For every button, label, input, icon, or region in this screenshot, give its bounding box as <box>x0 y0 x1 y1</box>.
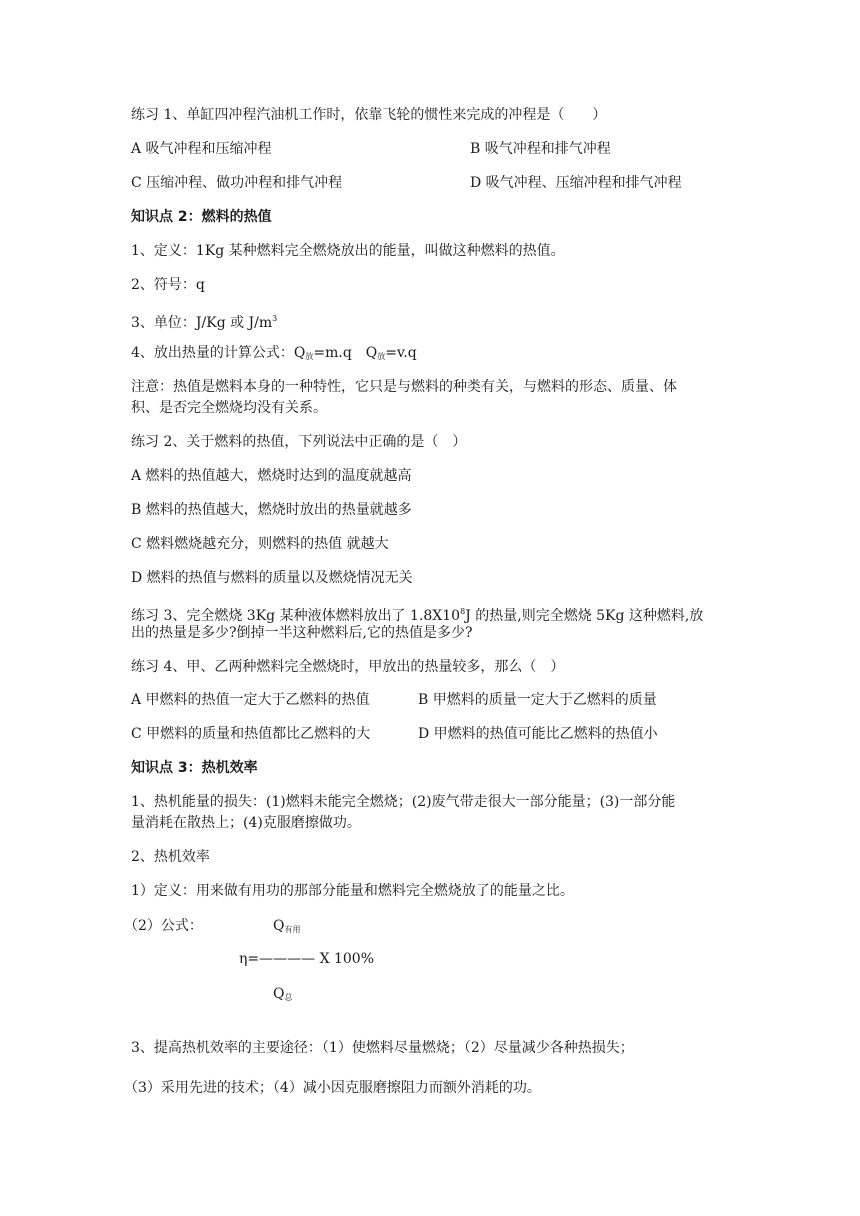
heat-value-note-line-2: 积、是否完全燃烧均没有关系。 <box>131 400 327 416</box>
formula-text-3: =v.q <box>385 345 417 361</box>
exercise-4-option-d: D 甲燃料的热值可能比乙燃料的热值小 <box>418 726 658 742</box>
exercise-3-text-1: 练习 3、完全燃烧 3Kg 某种液体燃料放出了 1.8X10 <box>131 608 461 624</box>
efficiency-definition: 1）定义：用来做有用功的那部分能量和燃料完全燃烧放了的能量之比。 <box>131 883 574 899</box>
exercise-2-option-a: A 燃料的热值越大，燃烧时达到的温度就越高 <box>131 468 412 484</box>
exercise-1-option-b: B 吸气冲程和排气冲程 <box>470 141 611 157</box>
unit-text: 3、单位：J/Kg 或 J/m <box>131 315 273 331</box>
exercise-1-option-c: C 压缩冲程、做功冲程和排气冲程 <box>131 175 343 191</box>
heat-value-note-line-1: 注意：热值是燃料本身的一种特性，它只是与燃料的种类有关，与燃料的形态、质量、体 <box>131 379 677 395</box>
numerator-q: Q <box>273 918 285 934</box>
denominator-subscript: 总 <box>284 993 293 1002</box>
formula-denominator <box>273 984 292 1008</box>
exercise-1-option-d: D 吸气冲程、压缩冲程和排气冲程 <box>470 175 682 191</box>
formula-fraction-line: η=———— X 100% <box>239 951 375 967</box>
exercise-3-exponent: 8 <box>460 607 466 616</box>
exercise-4-option-a: A 甲燃料的热值一定大于乙燃料的热值 <box>131 692 370 708</box>
denominator-q: Q <box>273 986 285 1002</box>
formula-text-2: =m.q Q <box>313 345 378 361</box>
efficiency-heading: 2、热机效率 <box>131 849 210 865</box>
numerator-subscript: 有用 <box>284 925 301 934</box>
exercise-2-option-b: B 燃料的热值越大，燃烧时放出的热量就越多 <box>131 502 412 518</box>
formula-numerator <box>273 916 300 940</box>
energy-loss-line-1: 1、热机能量的损失：(1)燃料未能完全燃烧；(2)废气带走很大一部分能量；(3)一部分能 <box>131 794 676 810</box>
improvement-ways-line-1: 3、提高热机效率的主要途径：（1）使燃料尽量燃烧；（2）尽量减少各种热损失； <box>131 1040 634 1056</box>
formula-text-1: 4、放出热量的计算公式：Q <box>131 345 306 361</box>
heat-formula <box>131 343 417 367</box>
heat-value-unit <box>131 309 277 333</box>
exercise-3-text-2: J 的热量,则完全燃烧 5Kg 这种燃料,放 <box>465 608 704 624</box>
exercise-4-question: 练习 4、甲、乙两种燃料完全燃烧时，甲放出的热量较多，那么（ ） <box>131 659 565 675</box>
energy-loss-line-2: 量消耗在散热上；(4)克服磨擦做功。 <box>131 815 361 831</box>
exercise-1-question: 练习 1、单缸四冲程汽油机工作时，依靠飞轮的惯性来完成的冲程是（ ） <box>131 107 607 123</box>
exercise-3-line-2: 出的热量是多少?倒掉一半这种燃料后,它的热值是多少? <box>131 625 473 641</box>
exercise-4-option-b: B 甲燃料的质量一定大于乙燃料的质量 <box>418 692 657 708</box>
formula-sub-1: 放 <box>305 352 314 361</box>
exercise-2-question: 练习 2、关于燃料的热值，下列说法中正确的是（ ） <box>131 434 467 450</box>
improvement-ways-line-2: （3）采用先进的技术；（4）减小因克服磨擦阻力而额外消耗的功。 <box>124 1080 541 1096</box>
exercise-2-option-c: C 燃料燃烧越充分，则燃料的热值 就越大 <box>131 536 389 552</box>
exercise-2-option-d: D 燃料的热值与燃料的质量以及燃烧情况无关 <box>131 570 413 586</box>
unit-superscript: 3 <box>272 314 278 323</box>
exercise-4-option-c: C 甲燃料的质量和热值都比乙燃料的大 <box>131 726 371 742</box>
heat-value-symbol: 2、符号：q <box>131 277 205 293</box>
knowledge-point-3-title: 知识点 3：热机效率 <box>131 760 258 776</box>
heat-value-definition: 1、定义：1Kg 某种燃料完全燃烧放出的能量，叫做这种燃料的热值。 <box>131 243 565 259</box>
exercise-1-option-a: A 吸气冲程和压缩冲程 <box>131 141 272 157</box>
knowledge-point-2-title: 知识点 2：燃料的热值 <box>131 209 272 225</box>
formula-sub-2: 放 <box>377 352 386 361</box>
formula-label: （2）公式： <box>124 918 203 934</box>
